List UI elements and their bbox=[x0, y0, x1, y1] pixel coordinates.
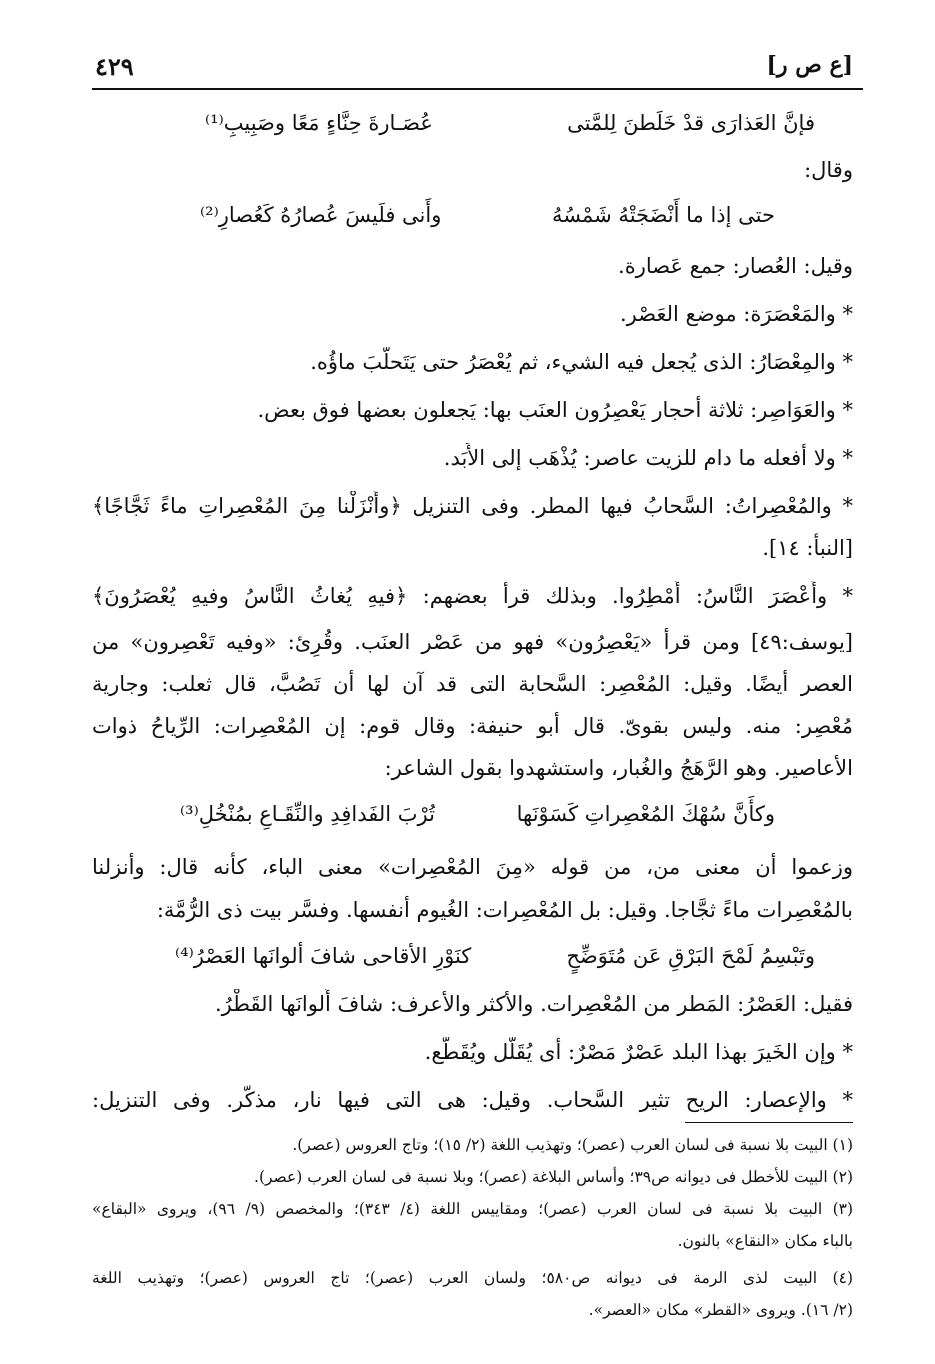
text-line: العصر أيضًا. وقيل: المُعْصِر: السَّحابة التى قد آن لها أن تَصُبَّ، قال ثعلب: وجارية bbox=[92, 672, 853, 696]
text-line: [يوسف:٤٩] ومن قرأ «يَعْصِرُون» فهو من عَصْر العنَب. وقُرِئ: «وفيه تَعْصِرون» من bbox=[92, 630, 853, 654]
text-line: * والمِعْصَارُ: الذى يُجعل فيه الشيء، ثم يُعْصَرُ حتى يَتَحلَّبَ ماؤُه. bbox=[310, 350, 853, 374]
footnote: (٤) البيت لذى الرمة فى ديوانه ص٥٨٠؛ ولسان العرب (عصر)؛ تاج العروس (عصر)؛ وتهذيب اللغة bbox=[92, 1269, 853, 1287]
verse-3-second-hemistich: تُرْبَ الفَدافِدِ والنِّقَـاعِ بمُنْخُلِ⁽³⁾ bbox=[180, 802, 435, 826]
header-rule bbox=[92, 88, 863, 90]
text-line: وزعموا أن معنى من، من قوله «مِنَ المُعْصِرات» معنى الباء، كأنه قال: وأنزلنا bbox=[92, 855, 853, 879]
text-line: بالمُعْصِرات ماءً ثجَّاجا. وقيل: بل المُعْصِرات: الغُيوم أنفسها. وفسَّر بيت ذى الرُّمَّة: bbox=[156, 898, 853, 922]
footnote-continuation: بالباء مكان «النقاع» بالنون. bbox=[677, 1232, 853, 1250]
text-line: الأعاصير. وهو الرَّهَجُ والغُبار، واستشهدوا بقول الشاعر: bbox=[384, 756, 853, 780]
text-line: * وإن الخَيرَ بهذا البلد عَصْرٌ مَصْرٌ: أى يُقَلَّل ويُقَطَّع. bbox=[424, 1040, 853, 1064]
text-line: * وأَعْصَرَ النَّاسُ: أُمْطِرُوا. وبذلك قرأ بعضهم: ﴿فيهِ يُغاثُ النَّاسُ وفيهِ يُعْصَرُونَ﴾ bbox=[92, 584, 853, 608]
section-heading: [ع ص ر] bbox=[766, 52, 853, 78]
verse-4-second-hemistich: كنَوْرِ الأقاحى شافَ ألوانَها العَصْرُ⁽⁴⁾ bbox=[175, 944, 472, 968]
text-line: * ولا أفعله ما دام للزيت عاصر: يُذْهَب إلى الأَبَد. bbox=[443, 446, 853, 470]
verse-intro: وقال: bbox=[804, 158, 853, 182]
text-line: [النبأ: ١٤]. bbox=[762, 536, 853, 560]
text-line: وقيل: العُصار: جمع عَصارة. bbox=[618, 254, 853, 278]
verse-4-first-hemistich: وتَبْسِمُ لَمْحَ البَرْقِ عَن مُتَوَضِّحٍ bbox=[566, 944, 815, 968]
text-line: مُعْصِر: منه. وليس بقوىّ. قال أبو حنيفة: وقال قوم: إن المُعْصِرات: الرِّياحُ ذوات bbox=[92, 714, 853, 738]
verse-1-second-hemistich: عُصَـارةَ حِنَّاءٍ مَعًا وصَبِيبِ⁽¹⁾ bbox=[205, 111, 433, 135]
verse-3-first-hemistich: وكأَنَّ سُهْكَ المُعْصِراتِ كَسَوْنَها bbox=[516, 802, 775, 826]
text-line: * والمُعْصِراتُ: السَّحابُ فيها المطر. وفى التنزيل ﴿وأَنْزَلْنا مِنَ المُعْصِراتِ ماءً ثَجَّاجًا﴾ bbox=[92, 494, 853, 518]
verse-2-second-hemistich: وأَنى فلَيسَ عُصارُهُ كَعُصارِ⁽²⁾ bbox=[200, 203, 442, 227]
footnote: (٢) البيت للأخطل فى ديوانه ص٣٩؛ وأساس البلاغة (عصر)؛ وبلا نسبة فى لسان العرب (عصر). bbox=[254, 1168, 853, 1186]
footnote: (٣) البيت بلا نسبة فى لسان العرب (عصر)؛ ومقاييس اللغة (٤/ ٣٤٣)؛ والمخصص (٩/ ٩٦)، ويروى «البقاع» bbox=[92, 1200, 853, 1218]
footnote-rule bbox=[685, 1122, 853, 1123]
verse-2-first-hemistich: حتى إذا ما أَنْضَجَتْهُ شَمْسُهُ bbox=[552, 203, 775, 227]
footnote-continuation: (٢/ ١٦). ويروى «القطر» مكان «العصر». bbox=[588, 1301, 853, 1319]
verse-1-first-hemistich: فإنَّ العَذارَى قدْ خَلَطنَ لِلمَّتى bbox=[567, 111, 815, 135]
text-line: * والمَعْصَرَة: موضع العَصْر. bbox=[620, 302, 853, 326]
text-line: * والإعصار: الريح تثير السَّحاب. وقيل: هى التى فيها نار، مذكَّر. وفى التنزيل: bbox=[92, 1088, 853, 1112]
text-line: فقيل: العَصْرُ: المَطر من المُعْصِرات. والأكثر والأعرف: شافَ أَلوانَها القَطْرُ. bbox=[214, 992, 853, 1016]
page-number: ٤٢٩ bbox=[95, 52, 134, 81]
text-line: * والعَوَاصِر: ثلاثة أحجار يَعْصِرُون العنَب بها: يَجعلون بعضها فوق بعض. bbox=[257, 398, 853, 422]
footnote: (١) البيت بلا نسبة فى لسان العرب (عصر)؛ وتهذيب اللغة (٢/ ١٥)؛ وتاج العروس (عصر). bbox=[292, 1136, 853, 1154]
